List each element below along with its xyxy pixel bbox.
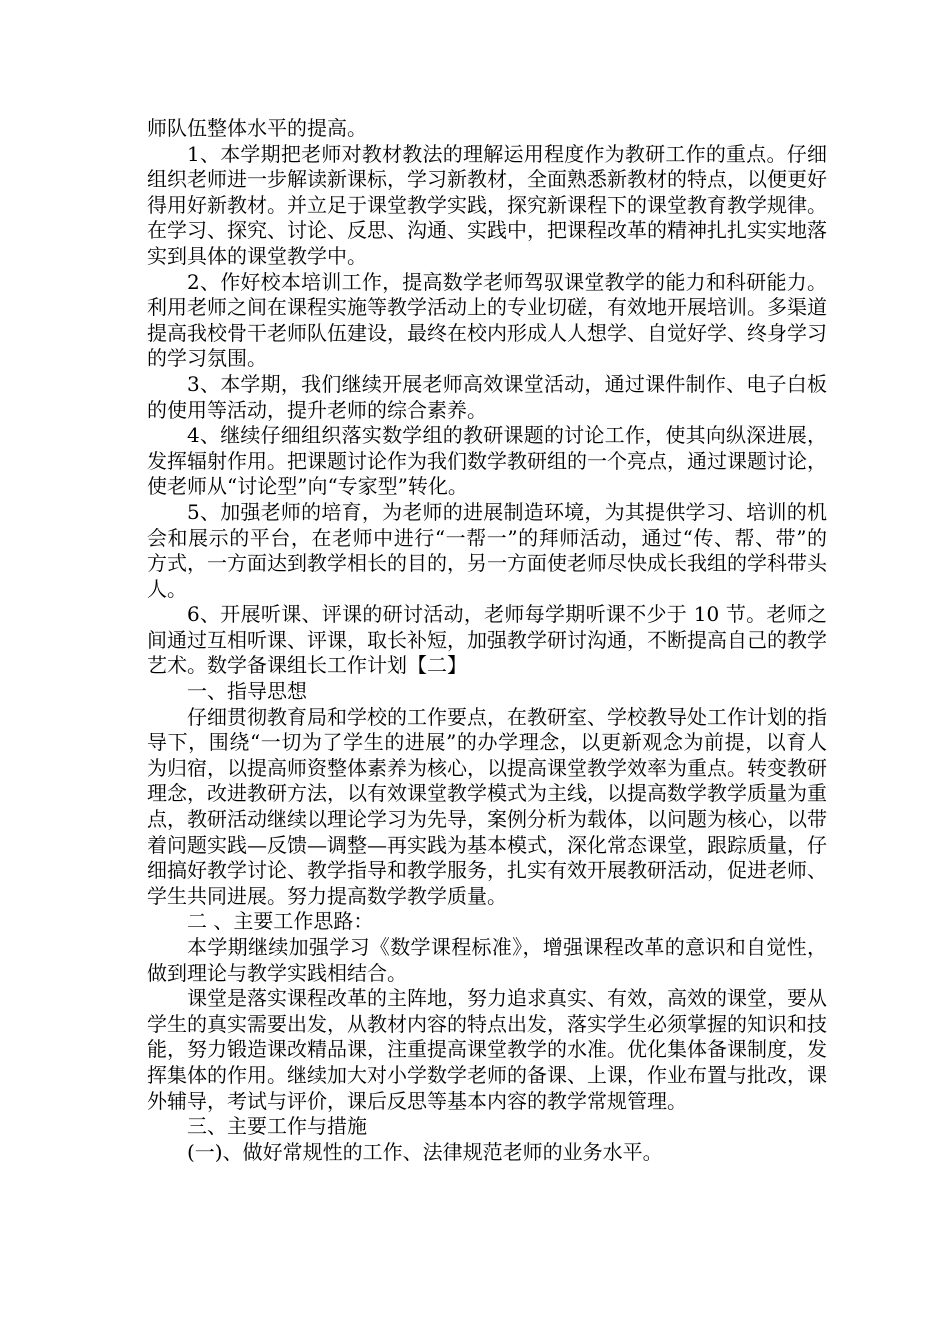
- paragraph: 4、继续仔细组织落实数学组的教研课题的讨论工作，使其向纵深进展，发挥辐射作用。把课题讨论作为我们数学教研组的一个亮点，通过课题讨论，使老师从“讨论型”向“专家型”转化。: [147, 423, 827, 499]
- paragraph: 师队伍整体水平的提高。: [147, 116, 367, 140]
- paragraph: 1、本学期把老师对教材教法的理解运用程度作为教研工作的重点。仔细组织老师进一步解读新课标，学习新教材，全面熟悉新教材的特点，以便更好得用好新教材。并立足于课堂教学实践，探究新课程下的课堂教育教学规律。在学习、探究、讨论、反思、沟通、实践中，把课程改革的精神扎扎实实地落实到具体的课堂教学中。: [147, 141, 827, 268]
- paragraph: 三、主要工作与措施: [187, 1114, 367, 1139]
- paragraph: 仔细贯彻教育局和学校的工作要点，在教研室、学校教导处工作计划的指导下，围绕“一切为了学生的进展”的办学理念，以更新观念为前提，以育人为归宿，以提高师资整体素养为核心，以提高课堂教学效率为重点。转变教研理念，改进教研方法，以有效课堂教学模式为主线，以提高数学教学质量为重点，教研活动继续以理论学习为先导，案例分析为载体，以问题为核心，以带着问题实践—反馈—调整—再实践为基本模式，深化常态课堂，跟踪质量，仔细搞好教学讨论、教学指导和教学服务，扎实有效开展教研活动，促进老师、学生共同进展。努力提高数学教学质量。: [147, 704, 827, 908]
- paragraph: (一)、做好常规性的工作、法律规范老师的业务水平。: [187, 1139, 663, 1164]
- paragraph: 6、开展听课、评课的研讨活动，老师每学期听课不少于 10 节。老师之间通过互相听课、评课，取长补短，加强教学研讨沟通，不断提高自己的教学艺术。数学备课组长工作计划【二】: [147, 602, 827, 678]
- paragraph: 一、指导思想: [187, 679, 307, 704]
- paragraph: 5、加强老师的培育，为老师的进展制造环境，为其提供学习、培训的机会和展示的平台，在老师中进行“一帮一”的拜师活动，通过“传、帮、带”的方式，一方面达到教学相长的目的，另一方面使老师尽快成长我组的学科带头人。: [147, 499, 827, 601]
- paragraph: 本学期继续加强学习《数学课程标准》，增强课程改革的意识和自觉性，做到理论与教学实践相结合。: [147, 935, 827, 985]
- paragraph: 2、作好校本培训工作，提高数学老师驾驭课堂教学的能力和科研能力。利用老师之间在课程实施等教学活动上的专业切磋，有效地开展培训。多渠道提高我校骨干老师队伍建设，最终在校内形成人人想学、自觉好学、终身学习的学习氛围。: [147, 269, 827, 371]
- paragraph: 课堂是落实课程改革的主阵地，努力追求真实、有效，高效的课堂，要从学生的真实需要出发，从教材内容的特点出发，落实学生必须掌握的知识和技能，努力锻造课改精品课，注重提高课堂教学的水准。优化集体备课制度，发挥集体的作用。继续加大对小学数学老师的备课、上课，作业布置与批改，课外辅导，考试与评价，课后反思等基本内容的教学常规管理。: [147, 986, 827, 1113]
- document-body: [147, 116, 827, 1165]
- paragraph: 二 、主要工作思路：: [187, 909, 374, 934]
- paragraph: 3、本学期，我们继续开展老师高效课堂活动，通过课件制作、电子白板的使用等活动，提升老师的综合素养。: [147, 371, 827, 422]
